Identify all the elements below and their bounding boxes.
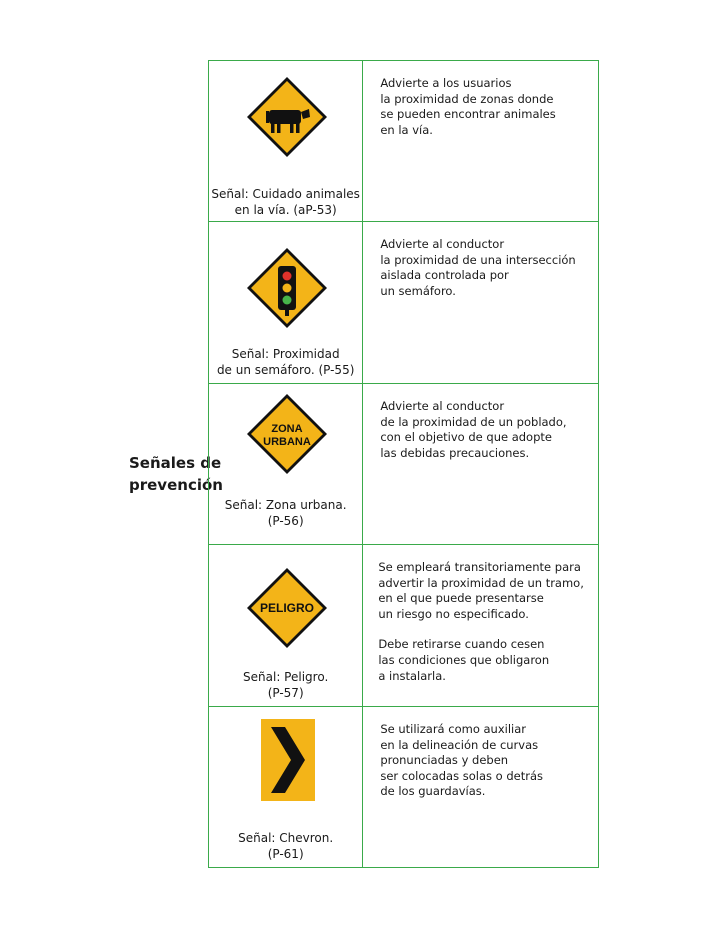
- sign-description: [363, 707, 598, 800]
- sign-caption: [209, 497, 362, 529]
- table-row: [209, 384, 599, 545]
- sign-caption: [209, 346, 362, 378]
- cow-warning-sign-icon: [245, 75, 329, 159]
- sign-cell: [209, 61, 363, 222]
- description-line: Debe retirarse cuando cesen: [378, 637, 545, 652]
- sign-cell: [209, 222, 363, 384]
- sign-caption: [209, 830, 362, 862]
- table-row: [209, 222, 599, 384]
- sign-cell: [209, 545, 363, 707]
- sign-caption: [209, 669, 362, 701]
- description-line: un riesgo no especificado.: [378, 606, 529, 621]
- caption-line: Señal: Peligro.: [243, 670, 329, 684]
- caption-line: Señal: Chevron.: [238, 831, 334, 845]
- description-line: Se empleará transitoriamente para: [378, 560, 581, 574]
- sign-text: URBANA: [263, 436, 311, 448]
- description-cell: [363, 61, 599, 222]
- caption-line: Señal: Zona urbana.: [224, 498, 347, 512]
- danger-warning-sign-icon: [245, 566, 329, 650]
- traffic-light-warning-sign-icon: [245, 246, 329, 330]
- description-paragraph: [380, 722, 598, 800]
- caption-line: Señal: Cuidado animales: [211, 187, 360, 201]
- sign-description: [363, 61, 598, 138]
- description-line: Advierte a los usuarios: [380, 76, 512, 90]
- description-line: Se utilizará como auxiliar: [380, 722, 527, 736]
- section-label-line-2: prevención: [129, 476, 223, 494]
- chevron-sign-icon: [261, 719, 315, 801]
- description-line: ser colocadas solas o detrás: [380, 768, 543, 783]
- sign-cell: [209, 707, 363, 868]
- description-cell: [363, 707, 599, 868]
- sign-text: PELIGRO: [259, 601, 315, 615]
- signs-table: [208, 60, 599, 868]
- description-line: Advierte al conductor: [380, 237, 505, 251]
- description-line: las debidas precauciones.: [380, 445, 530, 460]
- description-line: se pueden encontrar animales: [380, 107, 556, 122]
- description-line: la proximidad de zonas donde: [380, 91, 554, 106]
- description-paragraph: [380, 76, 598, 138]
- description-line: las condiciones que obligaron: [378, 652, 550, 667]
- sign-caption: [209, 186, 362, 218]
- sign-description: [363, 384, 598, 461]
- description-line: en el que puede presentarse: [378, 591, 544, 606]
- description-cell: [363, 222, 599, 384]
- urban-zone-warning-sign-icon: [245, 392, 329, 476]
- caption-line: de un semáforo. (P-55): [216, 363, 355, 377]
- caption-line: en la vía. (aP-53): [234, 203, 337, 217]
- description-line: con el objetivo de que adopte: [380, 430, 552, 445]
- sign-text: ZONA: [271, 423, 303, 435]
- description-paragraph: [378, 560, 598, 622]
- caption-line: (P-56): [267, 514, 304, 528]
- table-row: [209, 707, 599, 868]
- description-paragraph: [378, 637, 598, 684]
- description-cell: [363, 384, 599, 545]
- section-label-line-1: Señales de: [129, 454, 222, 472]
- caption-line: (P-61): [267, 847, 304, 861]
- description-paragraph: [380, 237, 598, 299]
- sign-description: [363, 222, 598, 299]
- description-line: un semáforo.: [380, 283, 456, 298]
- description-line: la proximidad de una intersección: [380, 252, 576, 267]
- table-row: [209, 545, 599, 707]
- description-line: a instalarla.: [378, 668, 446, 683]
- table-row: [209, 61, 599, 222]
- description-line: aislada controlada por: [380, 268, 509, 283]
- description-line: en la delineación de curvas: [380, 737, 539, 752]
- description-cell: [363, 545, 599, 707]
- caption-line: Señal: Proximidad: [231, 347, 340, 361]
- description-line: pronunciadas y deben: [380, 753, 509, 768]
- caption-line: (P-57): [267, 686, 304, 700]
- description-line: de los guardavías.: [380, 784, 486, 799]
- description-line: advertir la proximidad de un tramo,: [378, 575, 584, 590]
- sign-cell: [209, 384, 363, 545]
- description-line: Advierte al conductor: [380, 399, 505, 413]
- description-line: en la vía.: [380, 122, 433, 137]
- description-line: de la proximidad de un poblado,: [380, 414, 567, 429]
- description-paragraph: [380, 399, 598, 461]
- sign-description: [363, 545, 598, 684]
